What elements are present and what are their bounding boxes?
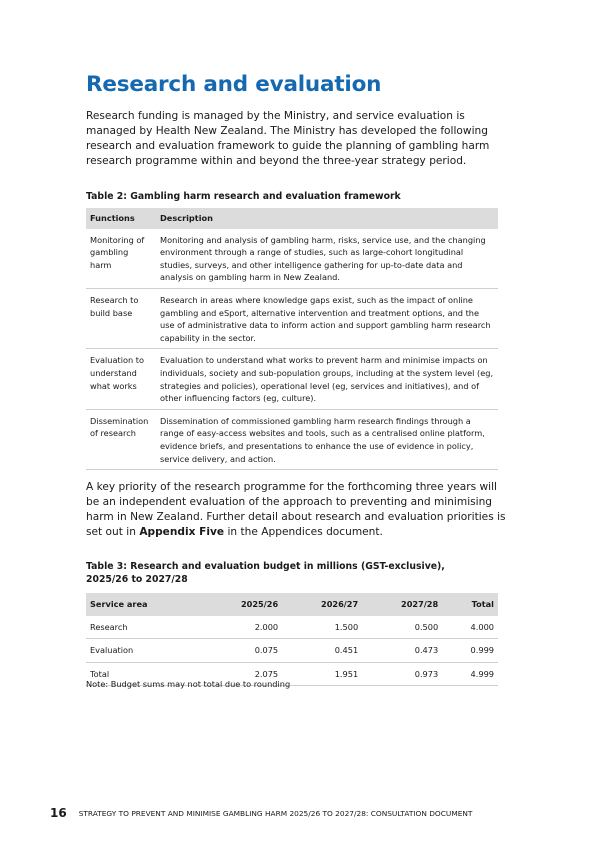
value-cell: 1.951	[282, 662, 362, 686]
table-row	[86, 229, 498, 289]
service-area-cell: Evaluation	[86, 639, 202, 663]
appendix-reference: Appendix Five	[139, 526, 225, 538]
description-cell: Research in areas where knowledge gaps exist, such as the impact of online gambling and eSport, alternative intervention and treatment options, and the use of administrative data to inform action and support gambling harm research capability in the sector.	[156, 288, 498, 348]
table-header-row	[86, 593, 498, 616]
budget-note: Note: Budget sums may not total due to rounding	[86, 679, 291, 689]
function-cell: Monitoring of gambling harm	[86, 229, 156, 289]
value-cell: 4.999	[442, 662, 498, 686]
service-area-cell: Research	[86, 616, 202, 639]
value-cell: 0.075	[202, 639, 282, 663]
service-area-cell: Total	[86, 662, 202, 686]
table-row	[86, 349, 498, 409]
page-number: 16	[50, 806, 67, 820]
budget-table	[86, 593, 498, 686]
description-cell: Evaluation to understand what works to prevent harm and minimise impacts on individuals, society and sub-population groups, including at the system level (eg, strategies and policies), operational level (eg, services and initiatives), and of other influencing factors (eg, culture).	[156, 349, 498, 409]
priority-text-tail: in the Appendices document.	[224, 526, 383, 538]
table-row	[86, 409, 498, 469]
table3-caption: Table 3: Research and evaluation budget in millions (GST-exclusive), 2025/26 to 2027/28	[86, 561, 445, 585]
value-cell: 2.000	[202, 616, 282, 639]
column-header: 2027/28	[362, 593, 442, 616]
page-footer	[50, 806, 472, 820]
column-header: Total	[442, 593, 498, 616]
table-row	[86, 616, 498, 639]
column-header: 2026/27	[282, 593, 362, 616]
value-cell: 0.999	[442, 639, 498, 663]
priority-paragraph	[86, 480, 506, 540]
function-cell: Dissemination of research	[86, 409, 156, 469]
description-cell: Dissemination of commissioned gambling harm research findings through a range of easy-access websites and tools, such as a centralised online platform, evidence briefs, and presentations to enhance the use of evidence in policy, service delivery, and action.	[156, 409, 498, 469]
value-cell: 0.973	[362, 662, 442, 686]
function-cell: Evaluation to understand what works	[86, 349, 156, 409]
table-header-row	[86, 208, 498, 229]
intro-paragraph: Research funding is managed by the Ministry, and service evaluation is managed by Health New Zealand. The Ministry has developed the following research and evaluation framework to guide the planning of gambling harm research programme within and beyond the three-year strategy period.	[86, 110, 490, 167]
table-row	[86, 639, 498, 663]
value-cell: 4.000	[442, 616, 498, 639]
column-header: Description	[156, 208, 498, 229]
description-cell: Monitoring and analysis of gambling harm, risks, service use, and the changing environment through a range of studies, such as large-cohort longitudinal studies, surveys, and other intelligence gathering for up-to-date data and analysis on gambling harm in New Zealand.	[156, 229, 498, 289]
page-title: Research and evaluation	[86, 72, 382, 97]
value-cell: 0.500	[362, 616, 442, 639]
value-cell: 2.075	[202, 662, 282, 686]
framework-table	[86, 208, 498, 470]
column-header: Service area	[86, 593, 202, 616]
table2-caption: Table 2: Gambling harm research and evaluation framework	[86, 191, 401, 202]
column-header: Functions	[86, 208, 156, 229]
footer-text: STRATEGY TO PREVENT AND MINIMISE GAMBLING HARM 2025/26 TO 2027/28: CONSULTATION DOCUMENT	[78, 809, 473, 818]
value-cell: 1.500	[282, 616, 362, 639]
value-cell: 0.451	[282, 639, 362, 663]
table-row	[86, 288, 498, 348]
column-header: 2025/26	[202, 593, 282, 616]
priority-text: A key priority of the research programme for the forthcoming three years will be an independent evaluation of the approach to preventing and minimising harm in New Zealand. Further detail about research and evaluation priorities is set out in	[86, 481, 506, 538]
function-cell: Research to build base	[86, 288, 156, 348]
value-cell: 0.473	[362, 639, 442, 663]
